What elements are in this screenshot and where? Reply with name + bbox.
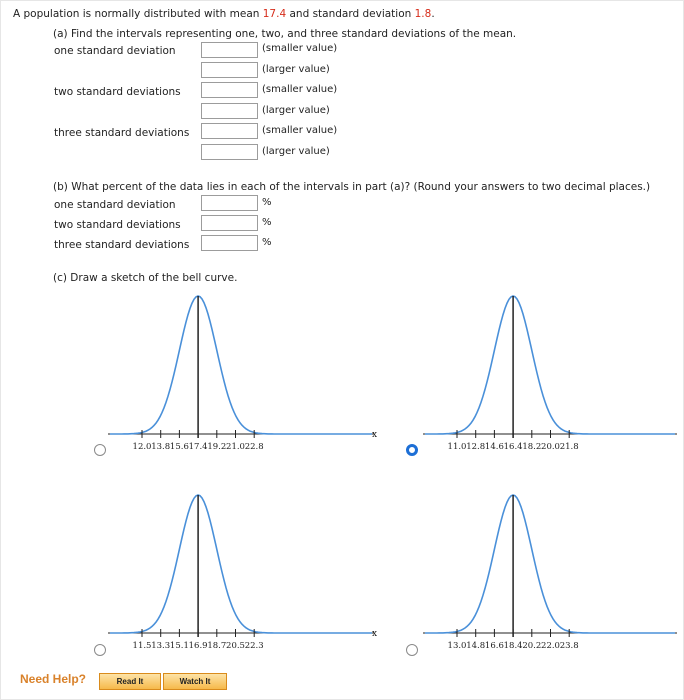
tick-label: 15.6 xyxy=(169,442,189,452)
intro-text-middle: and standard deviation xyxy=(286,8,415,20)
one-sd-larger-hint: (larger value) xyxy=(262,64,330,75)
three-sd-larger-input[interactable] xyxy=(201,144,258,160)
read-it-button[interactable]: Read It xyxy=(99,673,161,690)
percent-unit: % xyxy=(262,217,272,228)
percent-unit: % xyxy=(262,237,272,248)
tick-label: 16.9 xyxy=(188,641,208,651)
part-b-heading: (b) What percent of the data lies in each of the intervals in part (a)? (Round your answers to two decimal places.) xyxy=(53,181,651,193)
axis-label-x: x xyxy=(372,430,378,440)
tick-label: 15.1 xyxy=(169,641,189,651)
tick-label: 17.4 xyxy=(188,442,208,452)
part-b-label-three: three standard deviations xyxy=(54,239,190,251)
bell-curve-option-1[interactable] xyxy=(100,286,380,466)
one-sd-larger-input[interactable] xyxy=(201,62,258,78)
two-sd-smaller-input[interactable] xyxy=(201,82,258,98)
axis-label-x: x xyxy=(372,629,378,639)
tick-label: 16.4 xyxy=(503,442,523,452)
tick-label: 23.8 xyxy=(559,641,579,651)
tick-label: 14.8 xyxy=(466,641,486,651)
bell-curve-line xyxy=(425,296,675,434)
part-a-label-one: one standard deviation xyxy=(54,45,176,57)
intro-text-suffix: . xyxy=(431,8,435,20)
three-sd-percent-input[interactable] xyxy=(201,235,258,251)
tick-label: 22.3 xyxy=(244,641,264,651)
tick-label: 20.2 xyxy=(522,641,542,651)
part-a-heading: (a) Find the intervals representing one, two, and three standard deviations of the mean. xyxy=(53,28,517,40)
tick-label: 16.6 xyxy=(484,641,504,651)
tick-label: 13.8 xyxy=(151,442,171,452)
tick-label: 11.0 xyxy=(447,442,467,452)
tick-label: 14.6 xyxy=(484,442,504,452)
one-sd-smaller-hint: (smaller value) xyxy=(262,43,338,54)
intro-text: A population is normally distributed with mean xyxy=(13,8,263,20)
three-sd-smaller-input[interactable] xyxy=(201,123,258,139)
tick-label: 12.0 xyxy=(132,442,152,452)
tick-label: 12.8 xyxy=(466,442,486,452)
one-sd-smaller-input[interactable] xyxy=(201,42,258,58)
tick-label: 21.0 xyxy=(226,442,245,452)
watch-it-button[interactable]: Watch It xyxy=(163,673,227,690)
mean-value: 17.4 xyxy=(262,8,287,20)
bell-curve-line xyxy=(110,296,372,434)
bell-curve-line xyxy=(110,495,372,633)
tick-label: 19.2 xyxy=(207,442,227,452)
one-sd-percent-input[interactable] xyxy=(201,195,258,211)
sd-value: 1.8 xyxy=(414,8,432,20)
tick-label: 20.5 xyxy=(226,641,245,651)
part-b-label-one: one standard deviation xyxy=(54,199,176,211)
two-sd-percent-input[interactable] xyxy=(201,215,258,231)
need-help-label: Need Help? xyxy=(20,672,87,686)
tick-label: 22.0 xyxy=(541,641,560,651)
tick-label: 18.4 xyxy=(503,641,523,651)
part-a-label-three: three standard deviations xyxy=(54,127,190,139)
tick-label: 22.8 xyxy=(244,442,264,452)
bell-curve-option-2[interactable] xyxy=(415,286,683,466)
part-a-label-two: two standard deviations xyxy=(54,86,181,98)
part-b-label-two: two standard deviations xyxy=(54,219,181,231)
tick-label: 20.0 xyxy=(541,442,560,452)
bell-curve-option-3[interactable] xyxy=(100,485,380,665)
tick-label: 11.5 xyxy=(132,641,152,651)
three-sd-smaller-hint: (smaller value) xyxy=(262,125,338,136)
tick-label: 18.7 xyxy=(207,641,227,651)
bell-curve-line xyxy=(425,495,675,633)
tick-label: 13.3 xyxy=(151,641,171,651)
tick-label: 21.8 xyxy=(559,442,579,452)
three-sd-larger-hint: (larger value) xyxy=(262,146,330,157)
bell-curve-option-4[interactable] xyxy=(415,485,683,665)
percent-unit: % xyxy=(262,197,272,208)
two-sd-larger-hint: (larger value) xyxy=(262,105,330,116)
part-c-heading: (c) Draw a sketch of the bell curve. xyxy=(53,272,238,284)
two-sd-smaller-hint: (smaller value) xyxy=(262,84,338,95)
question-intro xyxy=(13,8,435,20)
tick-label: 18.2 xyxy=(522,442,542,452)
tick-label: 13.0 xyxy=(447,641,467,651)
two-sd-larger-input[interactable] xyxy=(201,103,258,119)
